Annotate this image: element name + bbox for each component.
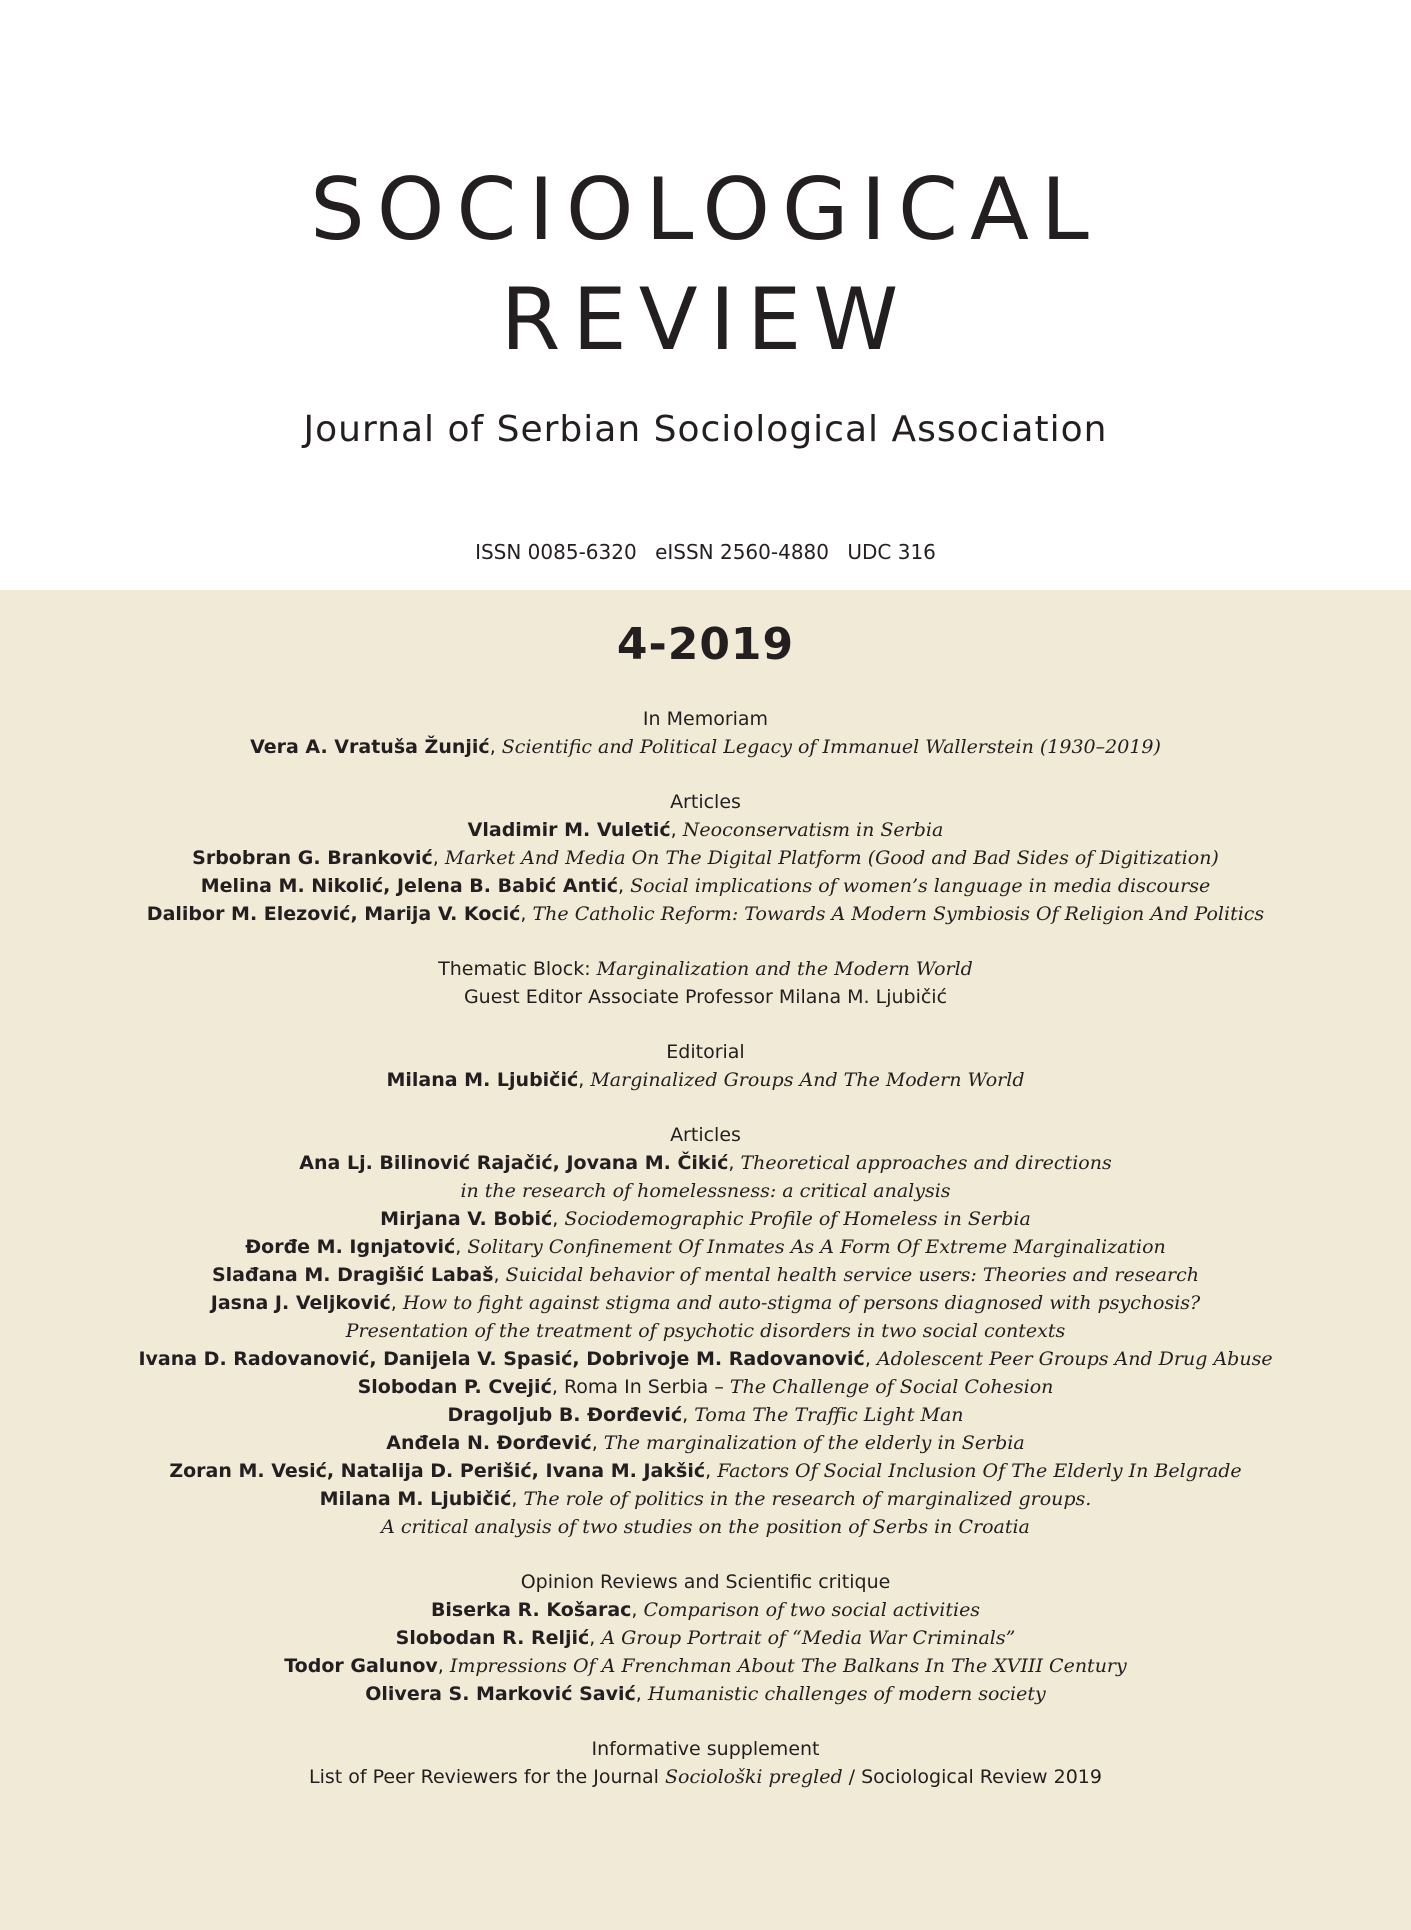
section-heading-text: Editorial <box>666 1041 745 1063</box>
entry-title-continuation: Presentation of the treatment of psychotic disorders in two social contexts <box>345 1320 1066 1342</box>
supplement-journal: Sociološki pregled <box>664 1766 843 1788</box>
section-heading-text: Opinion Reviews and Scientific critique <box>520 1571 891 1593</box>
toc-entry: Olivera S. Marković Savić, Humanistic challenges of modern society <box>365 1683 1046 1705</box>
entry-title: Marginalized Groups And The Modern World <box>590 1069 1025 1091</box>
entry-author: Vladimir M. Vuletić <box>467 819 671 841</box>
entry-title: Impressions Of A Frenchman About The Balkans In The XVIII Century <box>449 1655 1127 1677</box>
toc-entry: Anđela N. Đorđević, The marginalization of the elderly in Serbia <box>386 1432 1025 1454</box>
issn: ISSN 0085-6320 <box>475 540 637 564</box>
section-heading-text: Informative supplement <box>591 1738 820 1760</box>
section-heading-text: In Memoriam <box>642 708 769 730</box>
section-heading <box>20 955 1391 983</box>
entry-author: Melina M. Nikolić, Jelena B. Babić Antić <box>200 875 618 897</box>
supplement-line <box>20 1763 1391 1791</box>
entry-title-plain: Roma In Serbia – <box>563 1376 730 1398</box>
entry-title: Neoconservatism in Serbia <box>682 819 944 841</box>
entry-title: Toma The Traffic Light Man <box>694 1404 964 1426</box>
entry-author: Biserka R. Košarac <box>430 1599 632 1621</box>
entry-title: Sociodemographic Profile of Homeless in Serbia <box>564 1208 1031 1230</box>
toc-entry: Slobodan R. Reljić, A Group Portrait of “Media War Criminals” <box>395 1627 1016 1649</box>
cover-top-band <box>0 0 1411 590</box>
entry-title: Market And Media On The Digital Platform (Good and Bad Sides of Digitization) <box>444 847 1219 869</box>
section-subheading: Guest Editor Associate Professor Milana M. Ljubičić <box>463 986 948 1008</box>
entry-author: Milana M. Ljubičić <box>386 1069 579 1091</box>
entry-author: Slobodan R. Reljić <box>395 1627 590 1649</box>
entry-title: Theoretical approaches and directions <box>740 1152 1112 1174</box>
toc-section <box>20 705 1391 761</box>
toc-section <box>20 788 1391 928</box>
entry-author: Srbobran G. Branković <box>192 847 433 869</box>
toc-entry: Dalibor M. Elezović, Marija V. Kocić, The Catholic Reform: Towards A Modern Symbiosis Of Religion And Politics <box>146 903 1265 925</box>
entry-title: Factors Of Social Inclusion Of The Elderly In Belgrade <box>717 1460 1242 1482</box>
entry-author: Ana Lj. Bilinović Rajačić, Jovana M. Čikić <box>299 1152 729 1174</box>
entry-title: Adolescent Peer Groups And Drug Abuse <box>876 1348 1273 1370</box>
toc-entry: Melina M. Nikolić, Jelena B. Babić Antić, Social implications of women’s language in media discourse <box>200 875 1211 897</box>
toc-entry: Jasna J. Veljković, How to fight against stigma and auto-stigma of persons diagnosed with psychosis? <box>210 1292 1201 1314</box>
toc-entry: Milana M. Ljubičić, Marginalized Groups And The Modern World <box>386 1069 1025 1091</box>
toc-entry: Ivana D. Radovanović, Danijela V. Spasić, Dobrivoje M. Radovanović, Adolescent Peer Groups And Drug Abuse <box>138 1348 1273 1370</box>
section-heading <box>20 1121 1391 1149</box>
toc-entry: Slobodan P. Cvejić, Roma In Serbia – The Challenge of Social Cohesion <box>357 1376 1054 1398</box>
entry-author: Anđela N. Đorđević <box>386 1432 592 1454</box>
issue-number: 4-2019 <box>616 619 795 670</box>
journal-title-line1: SOCIOLOGICAL <box>310 160 1101 260</box>
toc-entry-continuation <box>20 1177 1391 1205</box>
toc-section <box>20 1735 1391 1791</box>
entry-author: Dragoljub B. Đorđević <box>447 1404 683 1426</box>
entry-title: The Challenge of Social Cohesion <box>729 1376 1054 1398</box>
table-of-contents <box>20 705 1391 1818</box>
entry-author: Todor Galunov <box>284 1655 438 1677</box>
entry-author: Vera A. Vratuša Žunjić <box>250 736 490 758</box>
entry-title: How to fight against stigma and auto-stigma of persons diagnosed with psychosis? <box>402 1292 1201 1314</box>
supplement-text-after: / Sociological Review 2019 <box>842 1766 1102 1788</box>
toc-entry: Biserka R. Košarac, Comparison of two social activities <box>430 1599 981 1621</box>
eissn: eISSN 2560-4880 <box>655 540 829 564</box>
entry-title: Suicidal behavior of mental health service users: Theories and research <box>505 1264 1200 1286</box>
toc-section <box>20 1038 1391 1094</box>
entry-author: Dalibor M. Elezović, Marija V. Kocić <box>146 903 521 925</box>
entry-title: The marginalization of the elderly in Serbia <box>603 1432 1025 1454</box>
entry-title: Humanistic challenges of modern society <box>647 1683 1046 1705</box>
toc-entry: Vera A. Vratuša Žunjić, Scientific and Political Legacy of Immanuel Wallerstein (1930–2019) <box>250 736 1161 758</box>
section-heading-italic: Marginalization and the Modern World <box>596 958 973 980</box>
entry-author: Mirjana V. Bobić <box>380 1208 553 1230</box>
entry-author: Ivana D. Radovanović, Danijela V. Spasić, Dobrivoje M. Radovanović <box>138 1348 865 1370</box>
entry-title: Scientific and Political Legacy of Immanuel Wallerstein (1930–2019) <box>501 736 1161 758</box>
toc-section <box>20 1568 1391 1708</box>
entry-author: Slađana M. Dragišić Labaš <box>211 1264 494 1286</box>
section-heading <box>20 1735 1391 1763</box>
entry-title: Comparison of two social activities <box>643 1599 981 1621</box>
entry-author: Milana M. Ljubičić <box>319 1488 512 1510</box>
section-heading <box>20 1568 1391 1596</box>
udc: UDC 316 <box>847 540 936 564</box>
entry-title: A Group Portrait of “Media War Criminals” <box>601 1627 1016 1649</box>
journal-subtitle: Journal of Serbian Sociological Association <box>303 409 1108 450</box>
toc-entry: Dragoljub B. Đorđević, Toma The Traffic Light Man <box>447 1404 964 1426</box>
toc-entry: Slađana M. Dragišić Labaš, Suicidal behavior of mental health service users: Theories and research <box>211 1264 1200 1286</box>
toc-entry: Zoran M. Vesić, Natalija D. Perišić, Ivana M. Jakšić, Factors Of Social Inclusion Of The Elderly In Belgrade <box>169 1460 1242 1482</box>
toc-section <box>20 955 1391 1011</box>
entry-title-continuation: A critical analysis of two studies on the position of Serbs in Croatia <box>381 1516 1030 1538</box>
toc-entry: Ana Lj. Bilinović Rajačić, Jovana M. Čikić, Theoretical approaches and directions <box>299 1152 1112 1174</box>
toc-section <box>20 1121 1391 1541</box>
section-heading <box>20 705 1391 733</box>
toc-entry: Srbobran G. Branković, Market And Media On The Digital Platform (Good and Bad Sides of Digitization) <box>192 847 1219 869</box>
toc-entry: Milana M. Ljubičić, The role of politics in the research of marginalized groups. <box>319 1488 1092 1510</box>
toc-entry: Vladimir M. Vuletić, Neoconservatism in Serbia <box>467 819 944 841</box>
section-heading <box>20 1038 1391 1066</box>
toc-entry: Mirjana V. Bobić, Sociodemographic Profile of Homeless in Serbia <box>380 1208 1031 1230</box>
entry-title: Solitary Confinement Of Inmates As A Form Of Extreme Marginalization <box>467 1236 1166 1258</box>
entry-title: The role of politics in the research of marginalized groups. <box>523 1488 1092 1510</box>
issn-line <box>0 536 1411 568</box>
section-heading <box>20 788 1391 816</box>
toc-entry: Todor Galunov, Impressions Of A Frenchman About The Balkans In The XVIII Century <box>284 1655 1127 1677</box>
entry-author: Jasna J. Veljković <box>210 1292 391 1314</box>
entry-author: Slobodan P. Cvejić <box>357 1376 552 1398</box>
toc-entry-continuation <box>20 1317 1391 1345</box>
toc-entry-continuation <box>20 1513 1391 1541</box>
section-heading-text: Articles <box>670 791 741 813</box>
entry-author: Olivera S. Marković Savić <box>365 1683 636 1705</box>
toc-entry: Đorđe M. Ignjatović, Solitary Confinement Of Inmates As A Form Of Extreme Marginalization <box>245 1236 1166 1258</box>
entry-title: The Catholic Reform: Towards A Modern Symbiosis Of Religion And Politics <box>532 903 1265 925</box>
supplement-text: List of Peer Reviewers for the Journal <box>309 1766 665 1788</box>
entry-title: Social implications of women’s language in media discourse <box>630 875 1211 897</box>
entry-author: Đorđe M. Ignjatović <box>245 1236 456 1258</box>
section-heading-text: Articles <box>670 1124 741 1146</box>
entry-title-continuation: in the research of homelessness: a critical analysis <box>460 1180 951 1202</box>
journal-title-line2: REVIEW <box>500 270 911 370</box>
entry-author: Zoran M. Vesić, Natalija D. Perišić, Ivana M. Jakšić <box>169 1460 706 1482</box>
section-heading-text: Thematic Block: <box>438 958 597 980</box>
